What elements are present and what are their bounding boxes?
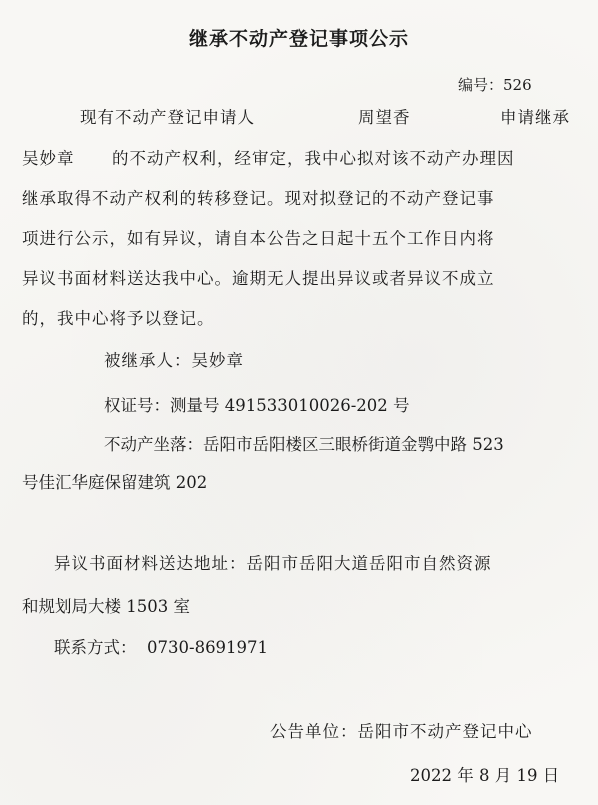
para1-line1-suffix: 申请继承 bbox=[500, 108, 570, 127]
para1-line6: 的，我中心将予以登记。 bbox=[22, 309, 215, 328]
location-line1: 岳阳市岳阳楼区三眼桥街道金鹗中路 523 bbox=[203, 435, 504, 454]
document-number-label: 编号： bbox=[458, 76, 504, 94]
contact-field bbox=[54, 634, 268, 658]
issue-date: 2022 年 8 月 19 日 bbox=[410, 766, 560, 785]
address-line1: 异议书面材料送达地址：岳阳市岳阳大道岳阳市自然资源 bbox=[54, 554, 492, 573]
location-field bbox=[104, 431, 504, 455]
contact-label: 联系方式： bbox=[54, 638, 137, 657]
para1-line2: 的不动产权利，经审定，我中心拟对该不动产办理因 bbox=[112, 149, 515, 168]
para1-line5: 异议书面材料送达我中心。逾期无人提出异议或者异议不成立 bbox=[22, 269, 495, 288]
document-number-value: 526 bbox=[503, 76, 532, 94]
cert-field bbox=[104, 392, 410, 416]
cert-value: 测量号 491533010026-202 号 bbox=[170, 396, 410, 415]
issuer-field bbox=[270, 718, 533, 742]
document-number bbox=[458, 74, 532, 95]
heir-field bbox=[104, 347, 244, 371]
location-label: 不动产坐落： bbox=[104, 435, 203, 454]
location-line2: 号佳汇华庭保留建筑 202 bbox=[22, 473, 208, 492]
para1-line4: 项进行公示，如有异议，请自本公告之日起十五个工作日内将 bbox=[22, 229, 495, 248]
para1-line3: 继承取得不动产权利的转移登记。现对拟登记的不动产登记事 bbox=[22, 189, 495, 208]
issuer-value: 岳阳市不动产登记中心 bbox=[357, 722, 533, 741]
heir-label: 被继承人： bbox=[104, 351, 192, 370]
document-title: 继承不动产登记事项公示 bbox=[188, 28, 409, 50]
contact-value: 0730-8691971 bbox=[147, 638, 269, 657]
decedent-name: 吴妙章 bbox=[22, 149, 75, 168]
applicant-name: 周望香 bbox=[358, 108, 411, 127]
cert-label: 权证号： bbox=[104, 396, 170, 415]
issuer-label: 公告单位： bbox=[270, 722, 358, 741]
para1-line1-prefix: 现有不动产登记申请人 bbox=[80, 108, 255, 127]
address-line2: 和规划局大楼 1503 室 bbox=[22, 597, 190, 616]
heir-value: 吴妙章 bbox=[191, 351, 244, 370]
